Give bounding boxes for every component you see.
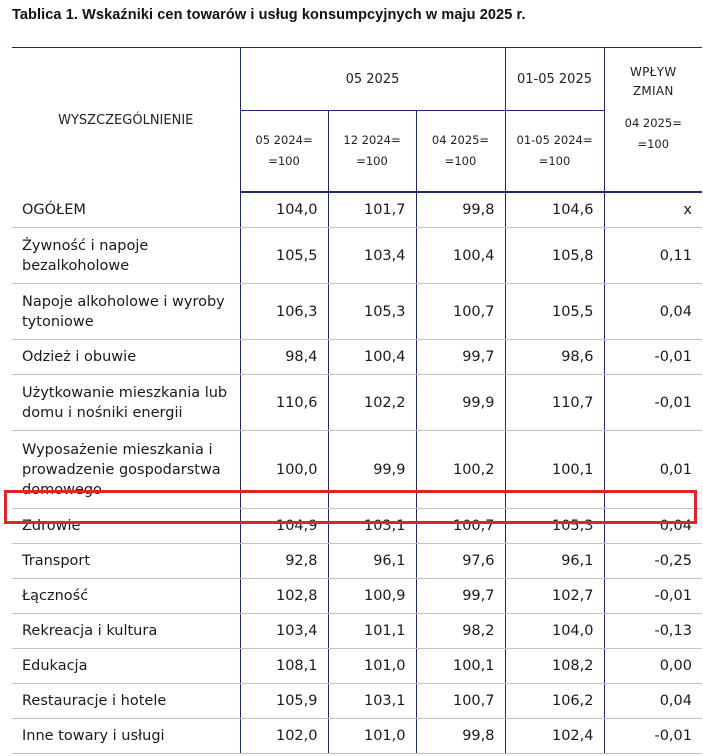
- row-label: Inne towary i usługi: [12, 719, 240, 754]
- value-cell: 99,8: [416, 192, 505, 228]
- value-cell: 0,11: [604, 228, 702, 284]
- value-cell: 105,5: [240, 228, 328, 284]
- value-cell: 108,1: [240, 649, 328, 684]
- table-title: Tablica 1. Wskaźniki cen towarów i usług konsumpcyjnych w maju 2025 r.: [12, 7, 526, 23]
- value-cell: -0,13: [604, 614, 702, 649]
- table-row: [12, 340, 702, 375]
- row-label: Edukacja: [12, 649, 240, 684]
- value-cell: 100,9: [328, 579, 416, 614]
- value-cell: 97,6: [416, 544, 505, 579]
- value-cell: 96,1: [505, 544, 604, 579]
- header-wyszczegolnienie: WYSZCZEGÓLNIENIE: [12, 48, 240, 193]
- value-cell: -0,01: [604, 340, 702, 375]
- value-cell: 99,7: [416, 340, 505, 375]
- subheader-col-2: 12 2024= =100: [328, 111, 416, 193]
- value-cell: 100,7: [416, 284, 505, 340]
- value-cell: 104,9: [240, 509, 328, 544]
- row-label: Łączność: [12, 579, 240, 614]
- value-cell: 100,1: [505, 431, 604, 509]
- header-wplyw-line1: WPŁYW: [629, 64, 677, 79]
- value-cell: 0,04: [604, 509, 702, 544]
- value-cell: 101,0: [328, 649, 416, 684]
- table-row: [12, 719, 702, 754]
- row-label: Żywność i napoje bezalkoholowe: [12, 228, 240, 284]
- value-cell: 96,1: [328, 544, 416, 579]
- row-label: Zdrowie: [12, 509, 240, 544]
- value-cell: 105,3: [505, 509, 604, 544]
- header-group-05-2025: 05 2025: [240, 48, 505, 111]
- value-cell: 100,4: [328, 340, 416, 375]
- header-group-01-05-2025: 01-05 2025: [505, 48, 604, 111]
- row-label: Wyposażenie mieszkania i prowadzenie gospodarstwa domowego: [12, 431, 240, 509]
- table-row: [12, 284, 702, 340]
- value-cell: 101,0: [328, 719, 416, 754]
- table-row: [12, 579, 702, 614]
- subheader-col-4: 01-05 2024= =100: [505, 111, 604, 193]
- value-cell: 102,8: [240, 579, 328, 614]
- value-cell: 103,1: [328, 684, 416, 719]
- row-label: OGÓŁEM: [12, 192, 240, 228]
- value-cell: 100,7: [416, 509, 505, 544]
- header-wplyw-zmian: [604, 48, 702, 111]
- header-wplyw-line2: ZMIAN: [632, 83, 674, 98]
- value-cell: 104,0: [505, 614, 604, 649]
- value-cell: 104,0: [240, 192, 328, 228]
- value-cell: 102,2: [328, 375, 416, 431]
- value-cell: 110,7: [505, 375, 604, 431]
- value-cell: 101,7: [328, 192, 416, 228]
- value-cell: 100,7: [416, 684, 505, 719]
- value-cell: x: [604, 192, 702, 228]
- value-cell: 92,8: [240, 544, 328, 579]
- row-label: Restauracje i hotele: [12, 684, 240, 719]
- value-cell: -0,01: [604, 719, 702, 754]
- value-cell: 98,6: [505, 340, 604, 375]
- value-cell: 0,04: [604, 284, 702, 340]
- value-cell: 100,4: [416, 228, 505, 284]
- subheader-col-5: 04 2025= =100: [604, 111, 702, 193]
- value-cell: 99,7: [416, 579, 505, 614]
- value-cell: 108,2: [505, 649, 604, 684]
- table-row: [12, 614, 702, 649]
- value-cell: 100,0: [240, 431, 328, 509]
- value-cell: 100,1: [416, 649, 505, 684]
- value-cell: 102,0: [240, 719, 328, 754]
- value-cell: 103,1: [328, 509, 416, 544]
- value-cell: -0,25: [604, 544, 702, 579]
- value-cell: 100,2: [416, 431, 505, 509]
- value-cell: 103,4: [240, 614, 328, 649]
- table-row: [12, 509, 702, 544]
- value-cell: 99,9: [416, 375, 505, 431]
- value-cell: -0,01: [604, 375, 702, 431]
- value-cell: 102,4: [505, 719, 604, 754]
- table-row: [12, 375, 702, 431]
- row-label: Napoje alkoholowe i wyroby tytoniowe: [12, 284, 240, 340]
- value-cell: 105,3: [328, 284, 416, 340]
- value-cell: 101,1: [328, 614, 416, 649]
- row-label: Odzież i obuwie: [12, 340, 240, 375]
- table-row: [12, 192, 702, 228]
- value-cell: 106,3: [240, 284, 328, 340]
- value-cell: 105,5: [505, 284, 604, 340]
- subheader-col-3: 04 2025= =100: [416, 111, 505, 193]
- value-cell: 105,8: [505, 228, 604, 284]
- value-cell: 99,8: [416, 719, 505, 754]
- value-cell: 98,2: [416, 614, 505, 649]
- value-cell: 0,01: [604, 431, 702, 509]
- table-row: [12, 684, 702, 719]
- value-cell: 104,6: [505, 192, 604, 228]
- row-label: Rekreacja i kultura: [12, 614, 240, 649]
- table-row: [12, 544, 702, 579]
- row-label: Użytkowanie mieszkania lub domu i nośniki energii: [12, 375, 240, 431]
- table-row: [12, 431, 702, 509]
- row-label: Transport: [12, 544, 240, 579]
- subheader-col-1: 05 2024= =100: [240, 111, 328, 193]
- value-cell: 98,4: [240, 340, 328, 375]
- value-cell: 105,9: [240, 684, 328, 719]
- value-cell: 106,2: [505, 684, 604, 719]
- value-cell: 99,9: [328, 431, 416, 509]
- value-cell: 103,4: [328, 228, 416, 284]
- table-row: [12, 649, 702, 684]
- value-cell: 0,00: [604, 649, 702, 684]
- value-cell: 102,7: [505, 579, 604, 614]
- price-index-table: [12, 47, 702, 754]
- value-cell: 0,04: [604, 684, 702, 719]
- table-row: [12, 228, 702, 284]
- table-body: [12, 192, 702, 754]
- value-cell: 110,6: [240, 375, 328, 431]
- value-cell: -0,01: [604, 579, 702, 614]
